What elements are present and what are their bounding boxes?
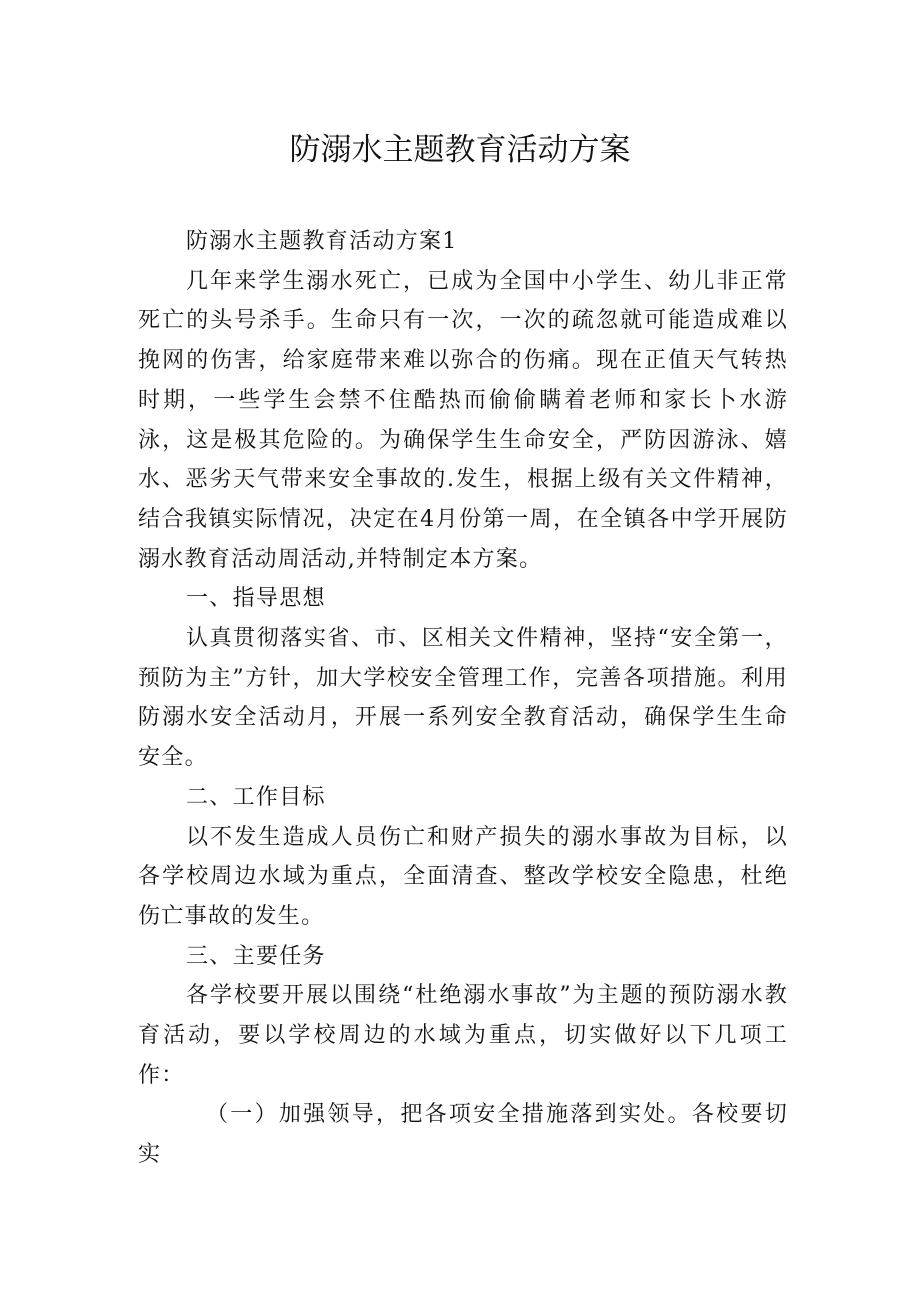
section-heading-plan-1: 防溺水主题教育活动方案1 [186,229,458,254]
guiding-ideology-paragraph: 认真贯彻落实省、市、区相关文件精神，坚持“安全第一，预防为主”方针，加大学校安全管理工作，完善各项措施。利用防溺水安全活动月，开展一系列安全教育活动，确保学生生命安全。 [138,626,788,771]
section-heading-guiding-ideology: 一、指导思想 [186,586,326,612]
subtask-1-paragraph: （一）加强领导，把各项安全措施落到实处。各校要切实 [138,1102,788,1168]
document-title: 防溺水主题教育活动方案 [289,132,631,168]
intro-paragraph: 几年来学生溺水死亡，已成为全国中小学生、幼儿非正常死亡的头号杀手。生命只有一次，一次的疏忽就可能造成难以挽网的伤害，给家庭带来难以弥合的伤痛。现在正值天气转热时期，一些学生会禁不住酷热而偷偷瞒着老师和家长卜水游泳，这是极其危险的。为确保学生生命安全，严防因游泳、嬉水、恶劣天气带来安全事故的.发生，根据上级有关文件精神，结合我镇实际情况，决定在4月份第一周，在全镇各中学开展防溺水教育活动周活动,并特制定本方案。 [138,268,788,572]
document-body [138,222,788,1175]
main-tasks-paragraph: 各学校要开展以围绕“杜绝溺水事故”为主题的预防溺水教育活动，要以学校周边的水域为重点，切实做好以下几项工作： [138,983,788,1088]
work-goals-paragraph: 以不发生造成人员伤亡和财产损失的溺水事故为目标，以各学校周边水域为重点，全面清查、整改学校安全隐患，杜绝伤亡事故的发生。 [138,824,788,929]
section-heading-main-tasks: 三、主要任务 [186,943,326,969]
section-heading-work-goals: 二、工作目标 [186,784,326,810]
